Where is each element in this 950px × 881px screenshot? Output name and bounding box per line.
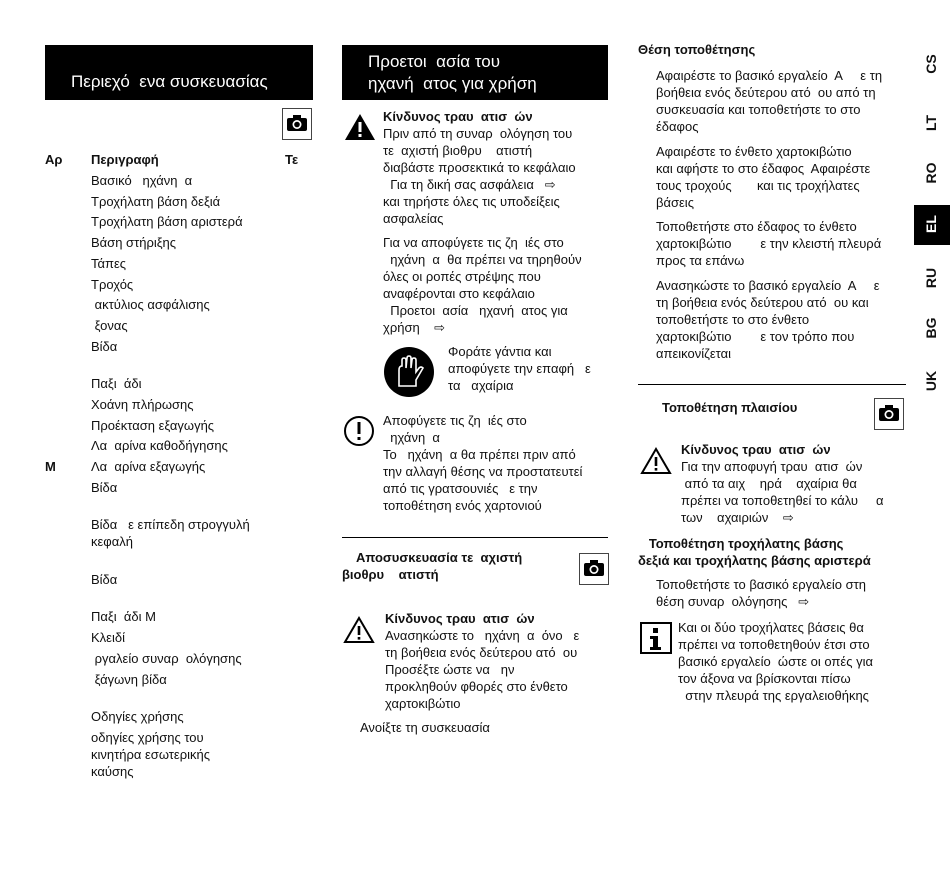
language-tab-cs[interactable]: CS xyxy=(923,54,939,74)
placement-step: Ανασηκώστε το βασικό εργαλείο Α ε τη βοήθεια ενός δεύτερου ατό ου και τοποθετήστε το στο ένθετο χαρτοκιβώτιο ε τον τρόπο που απεικονίζεται xyxy=(656,278,880,361)
list-item: Τροχός xyxy=(91,277,134,292)
language-tab-el[interactable]: EL xyxy=(923,215,939,233)
torque-paragraph: Για να αποφύγετε τις ζη ιές στο ηχάνη α θα πρέπει να τηρηθούν όλες οι ροπές στρέψης που αναφέρονται στο κεφάλαιο Προετοι ασία ηχανή ατος για χρήση ⇨ xyxy=(383,235,582,335)
warning-title: Κίνδυνος τραυ ατισ ών xyxy=(681,442,831,457)
contents-title-bar xyxy=(45,45,313,100)
list-item: Βάση στήριξης xyxy=(91,235,177,250)
warning-icon xyxy=(640,447,672,480)
list-item: ργαλείο συναρ ολόγησης xyxy=(91,651,242,666)
warning-body: Ανασηκώστε το ηχάνη α όνο ε τη βοήθεια ενός δεύτερου ατό ου Προσέξτε ώστε να ην προκληθούν φθορές στο ένθετο χαρτοκιβώτιο xyxy=(385,628,580,711)
camera-icon xyxy=(874,398,904,430)
list-item: Κλειδί xyxy=(91,630,125,645)
list-item: Τροχήλατη βάση αριστερά xyxy=(91,214,243,229)
unpacking-title: Αποσυσκευασία τε αχιστή βιοθρυ ατιστή xyxy=(342,550,523,582)
list-item: Βασικό ηχάνη α xyxy=(91,173,193,188)
language-tab-ru[interactable]: RU xyxy=(923,267,939,289)
list-item: Τροχήλατη βάση δεξιά xyxy=(91,194,221,209)
warning-icon xyxy=(343,616,375,649)
section-divider xyxy=(638,384,906,385)
list-item: Παξι άδι xyxy=(91,376,142,391)
placement-heading: Θέση τοποθέτησης xyxy=(638,42,756,57)
col-header-quantity: Τε xyxy=(285,152,299,167)
list-item: Παξι άδι Μ xyxy=(91,609,156,624)
col-header-description: Περιγραφή xyxy=(91,152,159,167)
warning-icon xyxy=(344,113,376,146)
list-item: Χοάνη πλήρωσης xyxy=(91,397,194,412)
preparation-title: Προετοι ασία του ηχανή ατος για χρήση xyxy=(368,52,537,93)
list-item: Βίδα xyxy=(91,339,118,354)
warning-title: Κίνδυνος τραυ ατισ ών xyxy=(383,109,533,124)
list-item: Λα αρίνα καθοδήγησης xyxy=(91,438,228,453)
section-divider xyxy=(342,537,608,538)
list-item: ξονας xyxy=(91,318,128,333)
list-item: Οδηγίες χρήσης xyxy=(91,709,184,724)
notice-text: Αποφύγετε τις ζη ιές στο ηχάνη α Το ηχάνη α θα πρέπει πριν από την αλλαγή θέσης να προστατευτεί από τις γρατσουνιές ε την τοποθέτηση ενός χαρτονιού xyxy=(383,413,583,513)
language-tab-lt[interactable]: LT xyxy=(923,114,939,132)
placement-step: Αφαιρέστε το βασικό εργαλείο Α ε τη βοήθεια ενός δεύτερου ατό ου από τη συσκευασία και τοποθετήστε το στο έδαφος xyxy=(656,68,883,134)
list-item: ακτύλιος ασφάλισης xyxy=(91,297,210,312)
info-text: Και οι δύο τροχήλατες βάσεις θα πρέπει να τοποθετηθούν έτσι στο βασικό εργαλείο ώστε οι οπές για τον άξονα να βρίσκονται πίσω στην πλευρά της εργαλειοθήκης xyxy=(678,620,873,703)
wheel-base-step: Τοποθετήστε το βασικό εργαλείο στη θέση συναρ ολόγησης ⇨ xyxy=(656,577,867,609)
list-item: Προέκταση εξαγωγής xyxy=(91,418,215,433)
placement-step: Αφαιρέστε το ένθετο χαρτοκιβώτιο και αφήστε το στο έδαφος Αφαιρέστε τους τροχούς και τις τροχήλατες βάσεις xyxy=(656,144,871,210)
list-item: Βίδα ε επίπεδη στρογγυλή κεφαλή xyxy=(91,517,250,549)
gloves-icon xyxy=(383,346,435,403)
language-tab-ro[interactable]: RO xyxy=(923,162,939,184)
preparation-title-bar xyxy=(342,45,608,100)
notice-icon xyxy=(343,415,375,452)
info-icon xyxy=(640,622,672,659)
warning-body: Πριν από τη συναρ ολόγηση του τε αχιστή βιοθρυ ατιστή διαβάστε προσεκτικά το κεφάλαιο Για τη δική σας ασφάλεια ⇨ και τηρήστε όλες τις υποδείξεις ασφαλείας xyxy=(383,126,576,226)
list-item: οδηγίες χρήσης του κινητήρα εσωτερικής καύσης xyxy=(91,730,210,779)
camera-icon xyxy=(282,108,312,140)
warning-body: Για την αποφυγή τραυ ατισ ών από τα αιχ ηρά αχαίρια θα πρέπει να τοποθετηθεί το κάλυ α των αχαιριών ⇨ xyxy=(681,459,884,525)
list-item: Λα αρίνα εξαγωγής xyxy=(91,459,206,474)
open-packaging-text: Ανοίξτε τη συσκευασία xyxy=(360,720,490,735)
gloves-text: Φοράτε γάντια και αποφύγετε την επαφή ε τα αχαίρια xyxy=(448,344,591,393)
language-tab-bg[interactable]: BG xyxy=(923,317,939,339)
frame-title: Τοποθέτηση πλαισίου xyxy=(662,400,798,415)
list-item: Βίδα xyxy=(91,480,118,495)
warning-title: Κίνδυνος τραυ ατισ ών xyxy=(385,611,535,626)
language-tab-uk[interactable]: UK xyxy=(923,370,939,392)
list-item: Βίδα xyxy=(91,572,118,587)
list-item: Τάπες xyxy=(91,256,127,271)
list-item: ξάγωνη βίδα xyxy=(91,672,167,687)
placement-step: Τοποθετήστε στο έδαφος το ένθετο χαρτοκιβώτιο ε την κλειστή πλευρά προς τα επάνω xyxy=(656,219,882,268)
col-header-number: Αρ xyxy=(45,152,63,167)
m-label: Μ xyxy=(45,459,56,474)
camera-icon xyxy=(579,553,609,585)
wheel-base-title: Τοποθέτηση τροχήλατης βάσης δεξιά και τροχήλατης βάσης αριστερά xyxy=(638,536,871,568)
contents-title: Περιεχό ενα συσκευασίας xyxy=(71,72,268,91)
